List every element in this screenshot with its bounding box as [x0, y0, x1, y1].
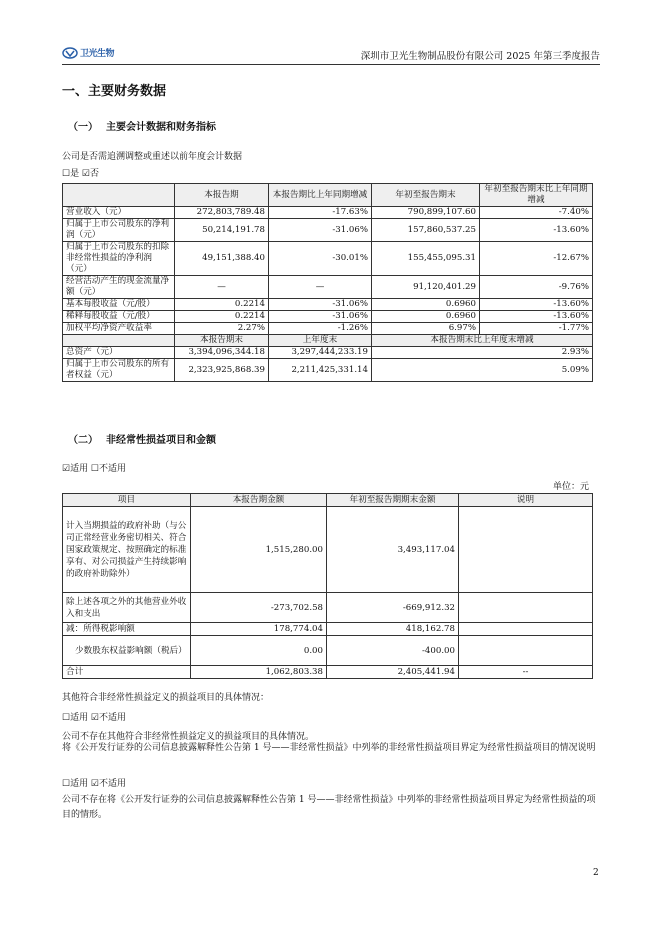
row-label: 少数股东权益影响额（税后）: [63, 636, 191, 666]
header-cell: 本报告期末: [175, 335, 269, 347]
row-label: 减：所得税影响额: [63, 623, 191, 636]
header-cell: 项目: [63, 494, 191, 507]
table-row: [63, 623, 593, 636]
table-row: [63, 347, 593, 359]
table-cell: 2,323,925,868.39: [175, 359, 269, 382]
header-cell: [63, 335, 175, 347]
subsection-heading-2: [68, 431, 216, 446]
table-cell: 2.93%: [372, 347, 593, 359]
row-label: 除上述各项之外的其他营业外收入和支出: [63, 593, 191, 623]
header-cell: 年初至报告期末比上年同期增减: [480, 184, 593, 207]
header-cell: 年初至报告期期末金额: [327, 494, 459, 507]
header-cell: 年初至报告期末: [372, 184, 480, 207]
apply-options-2: ☐适用 ☑不适用: [62, 713, 126, 723]
table-cell: 418,162.78: [327, 623, 459, 636]
table-cell: 157,860,537.25: [372, 219, 480, 242]
table-cell: 272,803,789.48: [175, 207, 269, 219]
table-cell: -13.60%: [480, 299, 593, 311]
table-cell: -13.60%: [480, 219, 593, 242]
apply-options-3: ☐适用 ☑不适用: [62, 779, 126, 789]
note-2: 将《公开发行证券的公司信息披露解释性公告第 1 号——非经常性损益》中列举的非经常性损益项目界定为经常性损益项目的情况说明: [62, 743, 596, 753]
row-label: 加权平均净资产收益率: [63, 323, 175, 335]
page-number: 2: [593, 868, 599, 878]
unit-label: 单位：元: [552, 482, 589, 492]
table-cell: 155,455,095.31: [372, 242, 480, 276]
subsection-number: （一）: [68, 122, 98, 133]
table-cell: 3,297,444,233.19: [269, 347, 372, 359]
table-cell: 3,394,096,344.18: [175, 347, 269, 359]
table-cell: 3,493,117.04: [327, 507, 459, 593]
apply-options: ☑适用 ☐不适用: [62, 464, 126, 474]
table-cell: —: [269, 276, 372, 299]
subsection-heading-1: [68, 118, 216, 133]
report-title: 深圳市卫光生物制品股份有限公司 2025 年第三季度报告: [360, 51, 600, 62]
table-cell: 1,062,803.38: [191, 666, 327, 679]
table-row: [63, 242, 593, 276]
company-logo: [62, 46, 114, 59]
table-cell: 50,214,191.78: [175, 219, 269, 242]
table-row: [63, 219, 593, 242]
table-row: [63, 311, 593, 323]
restate-question: 公司是否需追溯调整或重述以前年度会计数据: [62, 152, 243, 162]
table-row: [63, 323, 593, 335]
table-header-row: [63, 335, 593, 347]
table-cell: 0.6960: [372, 311, 480, 323]
header-cell: 上年度末: [269, 335, 372, 347]
logo-text: 卫光生物: [80, 49, 115, 59]
table-cell: [459, 623, 593, 636]
row-label: 归属于上市公司股东的扣除非经常性损益的净利润（元）: [63, 242, 175, 276]
table-cell: -12.67%: [480, 242, 593, 276]
table-header-row: [63, 184, 593, 207]
row-label: 营业收入（元）: [63, 207, 175, 219]
table-cell: 790,899,107.60: [372, 207, 480, 219]
table-cell: 0.2214: [175, 299, 269, 311]
table-cell: 91,120,401.29: [372, 276, 480, 299]
row-label: 经营活动产生的现金流量净额（元）: [63, 276, 175, 299]
financial-indicators-table: [62, 183, 593, 382]
table-row: [63, 299, 593, 311]
table-cell: 2,405,441.94: [327, 666, 459, 679]
table-cell: 0.00: [191, 636, 327, 666]
non-recurring-table: [62, 493, 593, 679]
table-row: [63, 666, 593, 679]
header-cell: [63, 184, 175, 207]
row-label: 总资产（元）: [63, 347, 175, 359]
table-cell: -1.77%: [480, 323, 593, 335]
table-row: [63, 359, 593, 382]
restate-options: ☐是 ☑否: [62, 169, 99, 179]
table-cell: --: [459, 666, 593, 679]
row-label: 稀释每股收益（元/股）: [63, 311, 175, 323]
section-title: 一、主要财务数据: [62, 84, 167, 99]
table-cell: 5.09%: [372, 359, 593, 382]
other-items-question: 其他符合非经常性损益定义的损益项目的具体情况：: [62, 693, 270, 703]
subsection-title: 非经常性损益项目和金额: [106, 435, 216, 446]
header-cell: 本报告期金额: [191, 494, 327, 507]
table-cell: 0.6960: [372, 299, 480, 311]
table-cell: 2.27%: [175, 323, 269, 335]
table-cell: 49,151,388.40: [175, 242, 269, 276]
subsection-number: （二）: [68, 435, 98, 446]
header-cell: 本报告期比上年同期增减: [269, 184, 372, 207]
row-label: 合计: [63, 666, 191, 679]
table-cell: 0.2214: [175, 311, 269, 323]
table-cell: -30.01%: [269, 242, 372, 276]
table-cell: -31.06%: [269, 219, 372, 242]
table-cell: -669,912.32: [327, 593, 459, 623]
table-cell: 178,774.04: [191, 623, 327, 636]
table-row: [63, 636, 593, 666]
table-row: [63, 507, 593, 593]
table-header-row: [63, 494, 593, 507]
header-cell: 本报告期末比上年度末增减: [372, 335, 593, 347]
table-cell: [459, 507, 593, 593]
row-label: 基本每股收益（元/股）: [63, 299, 175, 311]
header-cell: 本报告期: [175, 184, 269, 207]
table-cell: 2,211,425,331.14: [269, 359, 372, 382]
table-cell: -31.06%: [269, 299, 372, 311]
header-cell: 说明: [459, 494, 593, 507]
table-cell: [459, 593, 593, 623]
table-cell: 1,515,280.00: [191, 507, 327, 593]
table-cell: -1.26%: [269, 323, 372, 335]
note-1: 公司不存在其他符合非经常性损益定义的损益项目的具体情况。: [62, 732, 315, 742]
page-header: [62, 44, 600, 65]
row-label: 归属于上市公司股东的净利润（元）: [63, 219, 175, 242]
table-cell: -273,702.58: [191, 593, 327, 623]
table-cell: -13.60%: [480, 311, 593, 323]
row-label: 归属于上市公司股东的所有者权益（元）: [63, 359, 175, 382]
row-label: 计入当期损益的政府补助（与公司正常经营业务密切相关、符合国家政策规定、按照确定的标准享有、对公司损益产生持续影响的政府补助除外）: [63, 507, 191, 593]
table-cell: [459, 636, 593, 666]
table-cell: 6.97%: [372, 323, 480, 335]
table-row: [63, 276, 593, 299]
table-row: [63, 207, 593, 219]
table-cell: -7.40%: [480, 207, 593, 219]
table-cell: —: [175, 276, 269, 299]
table-cell: -9.76%: [480, 276, 593, 299]
table-cell: -31.06%: [269, 311, 372, 323]
subsection-title: 主要会计数据和财务指标: [106, 122, 216, 133]
note-3: 公司不存在将《公开发行证券的公司信息披露解释性公告第 1 号——非经常性损益》中列举的非经常性损益项目界定为经常性损益的项目的情形。: [62, 795, 596, 820]
table-cell: -17.63%: [269, 207, 372, 219]
logo-mark-icon: [62, 47, 78, 59]
table-row: [63, 593, 593, 623]
table-cell: -400.00: [327, 636, 459, 666]
